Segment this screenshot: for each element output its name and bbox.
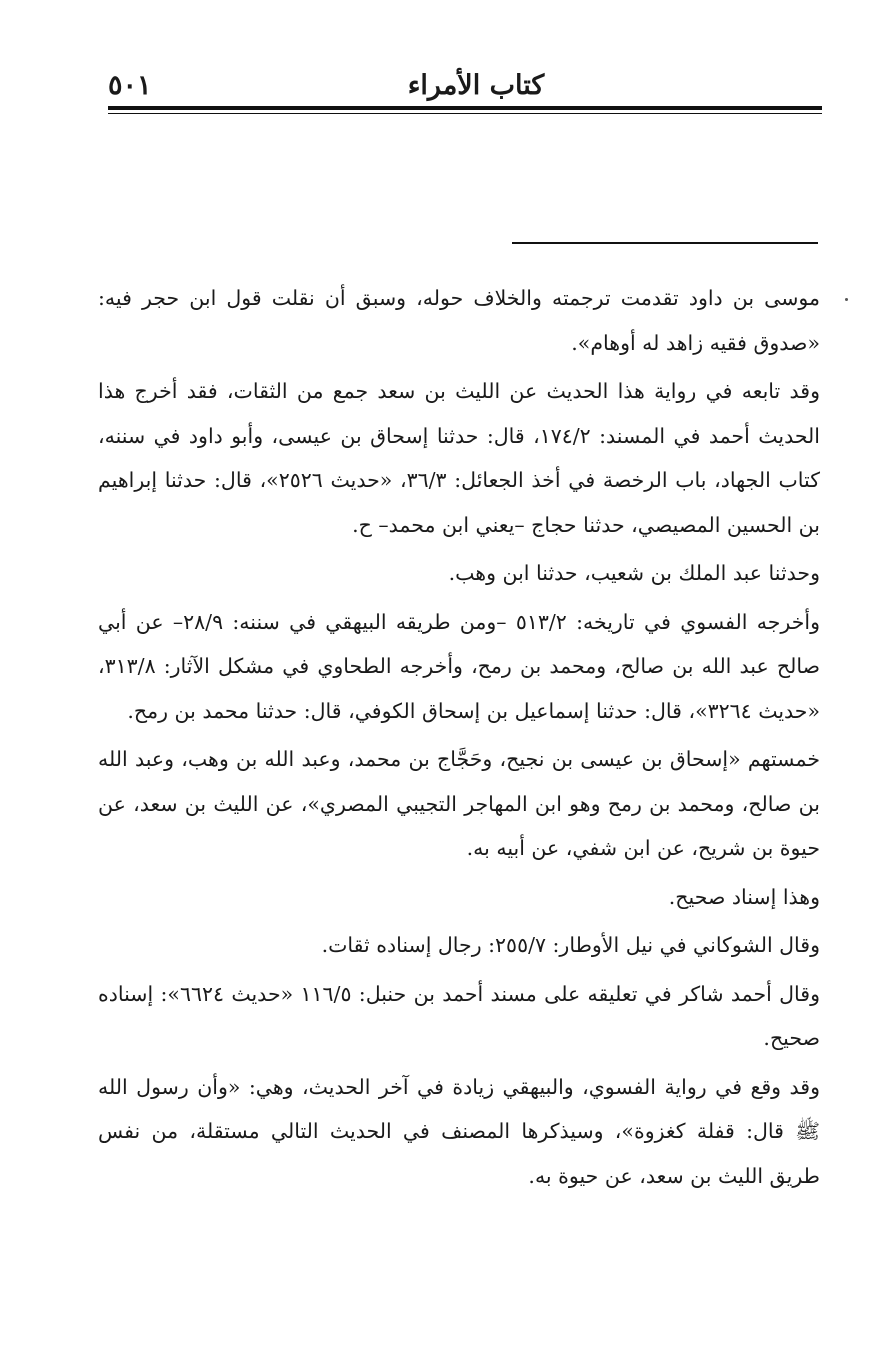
running-header [108,68,822,104]
footnote-paragraph: وقد وقع في رواية الفسوي، والبيهقي زيادة في آخر الحديث، وهي: «وأن رسول الله ﷺ قال: قفلة كغزوة»، وسيذكرها المصنف في الحديث التالي مستقلة، من نفس طريق الليث بن سعد، عن حيوة به. [98,1074,820,1188]
header-rule-thick [108,106,822,110]
footnote-paragraph: خمستهم «إسحاق بن عيسى بن نجيح، وحَجَّاج بن محمد، وعبد الله بن وهب، وعبد الله بن صالح، ومحمد بن رمح وهو ابن المهاجر التجيبي المصري»، عن الليث بن سعد، عن حيوة بن شريح، عن ابن شفي، عن أبيه به. [98,747,820,860]
footnote-paragraph: وهذا إسناد صحيح. [668,884,820,909]
footnote-paragraph: موسى بن داود تقدمت ترجمته والخلاف حوله، وسبق أن نقلت قول ابن حجر فيه: «صدوق فقيه زاهد له أوهام». [98,286,820,355]
footnote-body [98,276,820,1202]
margin-mark [845,298,848,301]
footnote-paragraph: وقال الشوكاني في نيل الأوطار: ٢٥٥/٧: رجال إسناده ثقات. [321,933,820,957]
header-rule-thin [108,113,822,114]
footnote-paragraph: وقد تابعه في رواية هذا الحديث عن الليث بن سعد جمع من الثقات، فقد أخرج هذا الحديث أحمد في المسند: ١٧٤/٢، قال: حدثنا إسحاق بن عيسى، وأبو داود في سننه، كتاب الجهاد، باب الرخصة في أخذ الجعائل: ٣٦/٣، «حديث ٢٥٢٦»، قال: حدثنا إبراهيم بن الحسين المصيصي، حدثنا حجاج –يعني ابن محمد– ح. [98,379,821,537]
page-number: ٥٠١ [108,70,152,101]
footnote-separator [512,242,818,244]
footnote-paragraph: وأخرجه الفسوي في تاريخه: ٥١٣/٢ –ومن طريقه البيهقي في سننه: ٢٨/٩– عن أبي صالح عبد الله بن صالح، ومحمد بن رمح، وأخرجه الطحاوي في مشكل الآثار: ٣١٣/٨، «حديث ٣٢٦٤»، قال: حدثنا إسماعيل بن إسحاق الكوفي، قال: حدثنا محمد بن رمح. [98,609,820,723]
book-title: كتاب الأمراء [407,70,545,101]
footnote-paragraph: وقال أحمد شاكر في تعليقه على مسند أحمد بن حنبل: ١١٦/٥ «حديث ٦٦٢٤»: إسناده صحيح. [98,981,821,1050]
footnote-paragraph: وحدثنا عبد الملك بن شعيب، حدثنا ابن وهب. [448,561,820,585]
